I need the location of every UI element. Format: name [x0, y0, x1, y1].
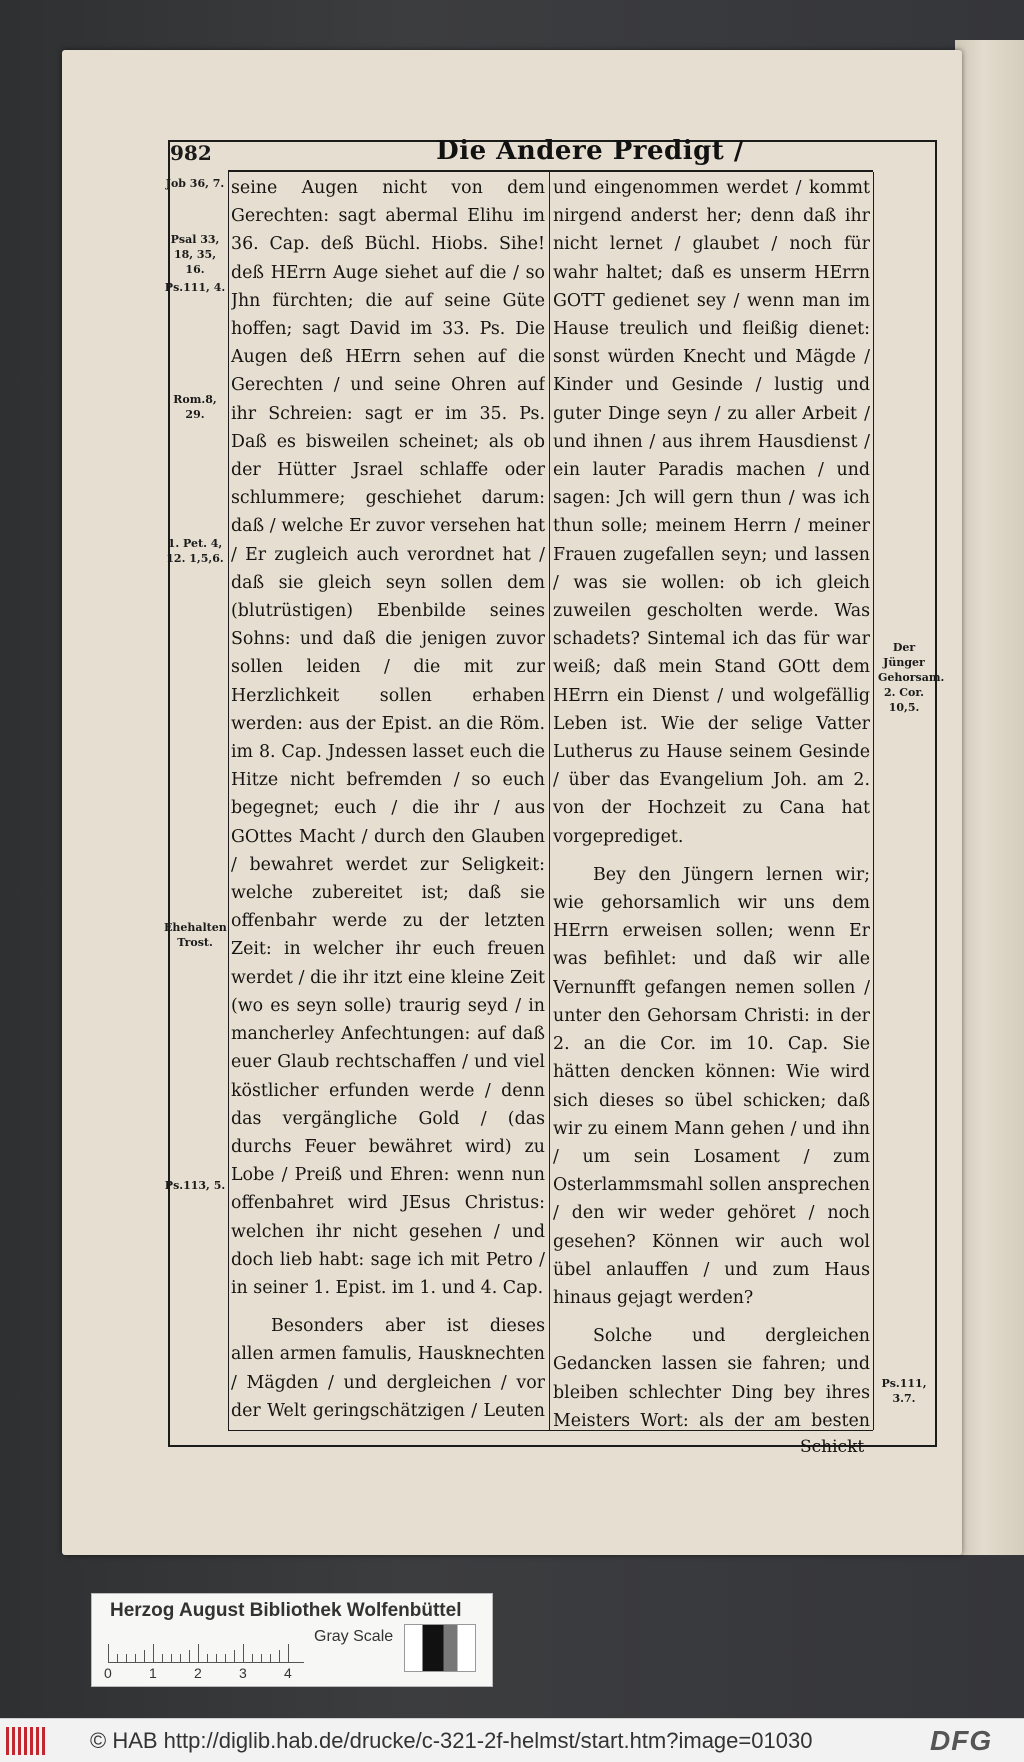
- ruler-tick: [270, 1654, 271, 1662]
- paragraph: und eingenommen werdet / kommt nirgend anderst her; denn daß ihr nicht lernet / glaubet / noch für wahr haltet; daß es unserm HErrn GOTT gedienet sey / wenn man im Hause treulich und fleißig dienet: sonst würden Knecht und Mägde / Kinder und Gesinde / lustig und guter Dinge seyn / zu aller Arbeit / und ihnen / aus ihrem Hausdienst / ein lauter Paradis machen / und sagen: Jch will gern thun / was ich thun solle; meinem Herrn / meiner Frauen zugefallen seyn; und lassen / was sie wollen: ob ich gleich zuweilen gescholten werde. Was schadets? Sintemal ich das für war weiß; daß mein Stand GOtt dem HErrn ein Dienst / und wolgefällig Leben ist. Wie der selige Vatter Lutherus zu Hause seinem Gesinde / über das Evangelium Joh. am 2. von der Hochzeit zu Cana hat vorgeprediget.: [553, 178, 870, 847]
- library-label-card: [91, 1593, 493, 1687]
- ruler-label: 0: [104, 1665, 112, 1681]
- ruler-tick: [207, 1654, 208, 1662]
- ruler-tick: [243, 1644, 244, 1662]
- ruler-tick: [180, 1654, 181, 1662]
- page-number: 982: [170, 141, 212, 165]
- ruler-tick: [153, 1644, 154, 1662]
- ruler-label: 1: [149, 1665, 157, 1681]
- margin-note: Job 36, 7.: [165, 177, 225, 190]
- margin-note: Ps.113, 5.: [164, 1179, 226, 1192]
- margin-note: Ehehalten Trost.: [164, 921, 227, 949]
- margin-note: Ps.111, 4.: [164, 281, 226, 294]
- frame-rule-left: [228, 172, 229, 1430]
- paragraph: seine Augen nicht von dem Gerechten: sagt abermal Elihu im 36. Cap. deß Büchl. Hiobs. Sihe! deß HErrn Auge siehet auf die / so Jhn fürchten; die auf seine Güte hoffen; sagt David im 33. Ps. Die Augen deß HErrn sehen auf die Gerechten / und seine Ohren auf ihr Schreien: sagt er im 35. Ps. Daß es bisweilen scheinet; als ob der Hütter Jsrael schlaffe oder schlummere; geschiehet darum: daß / welche Er zuvor versehen hat / Er zugleich auch verordnet hat / daß sie gleich seyn sollen dem (blutrüstigen) Ebenbilde seines Sohns: und daß die jenigen zuvor sollen leiden / die mit zur Herzlichkeit sollen erhaben werden: aus der Epist. an die Röm. im 8. Cap. Jndessen lasset euch die Hitze nicht befremden / so euch begegnet; euch / die ihr / aus GOttes Macht / durch den Glauben / bewahret werdet zur Seligkeit: welche zubereitet ist; daß sie offenbahr werde zu der letzten Zeit: in welcher ihr euch freuen werdet / die ihr itzt eine kleine Zeit (wo es seyn solle) traurig seyd / in mancherley Anfechtungen: auf daß euer Glaub rechtschaffen / und viel köstlicher erfunden werde / denn das vergängliche Gold / (das durchs Feuer bewähret wird) zu Lobe / Preiß und Ehren: wenn nun offenbahret wird JEsus Christus: welchen ihr nicht gesehen / und doch lieb habt: sage ich mit Petro / in seiner 1. Epist. im 1. und 4. Cap.: [231, 178, 545, 1298]
- ruler-tick: [261, 1654, 262, 1662]
- text-column-right: [553, 172, 870, 1430]
- column-divider: [549, 172, 550, 1430]
- hab-logo-icon: [6, 1727, 46, 1755]
- scale-ruler: [108, 1634, 304, 1663]
- gray-scale-label: Gray Scale: [314, 1628, 394, 1645]
- ruler-tick: [198, 1644, 199, 1662]
- ruler-tick: [171, 1654, 172, 1662]
- running-head: Die Andere Predigt /: [436, 136, 744, 166]
- ruler-tick: [144, 1650, 145, 1662]
- footer-bar: [0, 1718, 1024, 1762]
- dfg-logo: DFG: [930, 1725, 993, 1756]
- frame-rule-right: [873, 172, 874, 1430]
- ruler-tick: [117, 1654, 118, 1662]
- facing-page-edge: [955, 40, 1024, 1555]
- frame-rule-bottom: [228, 1430, 873, 1431]
- paragraph: Solche und dergleichen Gedancken lassen sie fahren; und bleiben schlechter Ding bey ihres Meisters Wort: als der am besten: [553, 1326, 870, 1430]
- text-column-left: [231, 172, 545, 1430]
- ruler-tick: [252, 1654, 253, 1662]
- ruler-label: 4: [284, 1665, 292, 1681]
- ruler-tick: [189, 1650, 190, 1662]
- ruler-tick: [279, 1650, 280, 1662]
- paragraph: Bey den Jüngern lernen wir; wie gehorsamlich wir uns dem HErrn erweisen sollen; wenn Er was befihlet: und daß wir alle Vernunfft gefangen nemen sollen / unter den Gehorsam Christi: in der 2. an die Cor. im 10. Cap. Sie hätten dencken können: Wie wird sich dieses so übel schicken; daß wir zu einem Mann gehen / und ihn / um sein Losament / zum Osterlammsmahl sollen ansprechen / den wir weder gehöret / noch gesehen? Können wir auch wol übel anlauffen / und zum Haus hinaus gejagt werden?: [553, 864, 870, 1308]
- ruler-tick: [126, 1654, 127, 1662]
- ruler-tick: [162, 1654, 163, 1662]
- paragraph: Besonders aber ist dieses allen armen famulis, Hausknechten / Mägden / und dergleichen / vor der Welt geringschätzigen / Leuten: [231, 1316, 545, 1421]
- margin-note: 1. Pet. 4, 12. 1,5,6.: [166, 537, 224, 565]
- ruler-label: 2: [194, 1665, 202, 1681]
- margin-note: Psal 33, 18, 35, 16.: [170, 233, 220, 276]
- ruler-label: 3: [239, 1665, 247, 1681]
- source-url[interactable]: © HAB http://diglib.hab.de/drucke/c-321-2f-helmst/start.htm?image=01030: [90, 1728, 813, 1753]
- ruler-tick: [108, 1644, 109, 1662]
- ruler-tick: [225, 1654, 226, 1662]
- catchword: Schickt: [800, 1437, 865, 1457]
- ruler-tick: [288, 1644, 289, 1662]
- ruler-tick: [216, 1654, 217, 1662]
- gray-scale-swatch: [404, 1624, 476, 1672]
- library-name: Herzog August Bibliothek Wolfenbüttel: [110, 1600, 462, 1621]
- ruler-tick: [234, 1650, 235, 1662]
- margin-note: Rom.8, 29.: [173, 393, 217, 421]
- ruler-tick: [135, 1654, 136, 1662]
- margin-note: Der Jünger Gehorsam. 2. Cor. 10,5.: [878, 641, 945, 714]
- margin-note: Ps.111, 3.7.: [881, 1377, 927, 1405]
